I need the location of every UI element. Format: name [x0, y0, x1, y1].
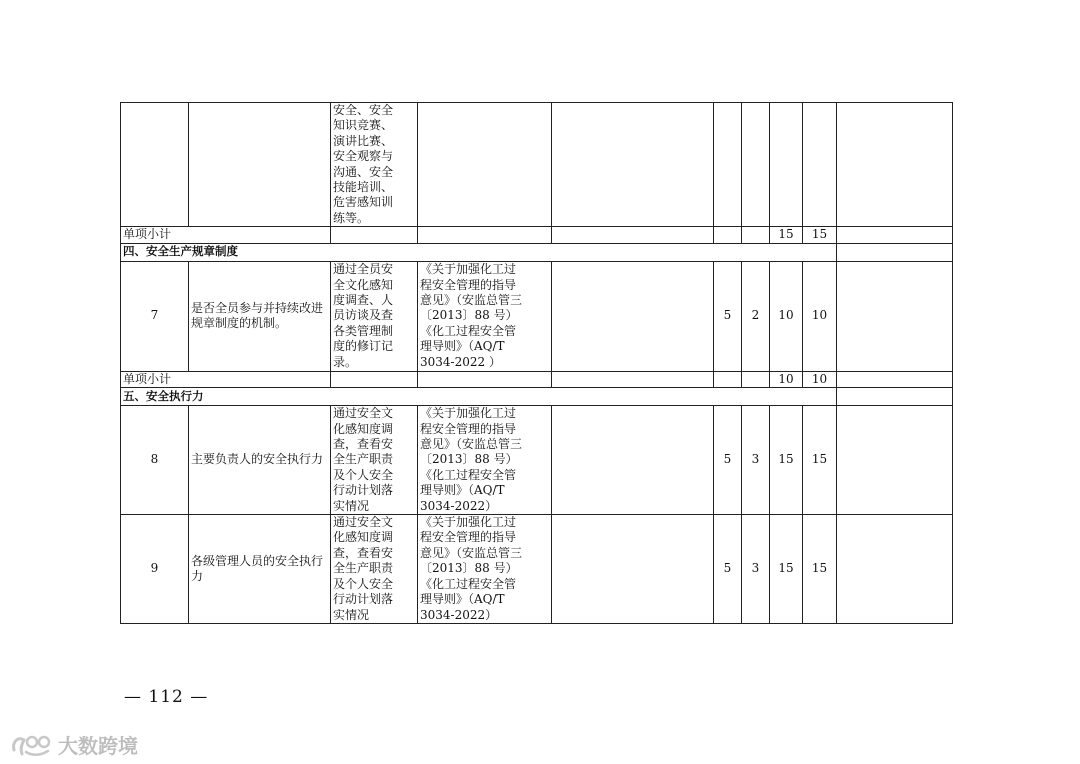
- table-row: [121, 515, 953, 624]
- table-cell: [418, 371, 552, 387]
- table-cell: [742, 227, 770, 243]
- basis-cell: 《关于加强化工过 程安全管理的指导 意见》（安监总管三 〔2013〕88 号） 《化工过程安全管 理导则》（AQ/T 3034-2022 ）: [418, 261, 552, 371]
- score-cell: 10: [803, 261, 837, 371]
- basis-cell: 《关于加强化工过 程安全管理的指导 意见》（安监总管三 〔2013〕88 号） 《化工过程安全管 理导则》（AQ/T 3034-2022）: [418, 406, 552, 515]
- table-cell: [331, 227, 418, 243]
- table-cell: [837, 371, 953, 387]
- table-cell: [837, 227, 953, 243]
- table-cell: [121, 103, 189, 227]
- table-cell: [552, 515, 714, 624]
- score-cell: 15: [803, 406, 837, 515]
- table-cell: [552, 371, 714, 387]
- table-cell: [837, 103, 953, 227]
- section-title: 五、安全执行力: [121, 388, 837, 406]
- basis-cell: 《关于加强化工过 程安全管理的指导 意见》（安监总管三 〔2013〕88 号） 《化工过程安全管 理导则》（AQ/T 3034-2022）: [418, 515, 552, 624]
- subtotal-row: [121, 371, 953, 387]
- method-cell: 安全、安全 知识竞赛、 演讲比赛、 安全观察与 沟通、安全 技能培训、 危害感知训 练等。: [331, 103, 418, 227]
- score-cell: 15: [770, 406, 803, 515]
- table-row: [121, 103, 953, 227]
- row-number: 8: [121, 406, 189, 515]
- table-cell: [837, 243, 953, 261]
- score-cell: 5: [714, 515, 742, 624]
- table-cell: [770, 103, 803, 227]
- table-row: [121, 406, 953, 515]
- table-cell: [331, 371, 418, 387]
- subtotal-value: 10: [770, 371, 803, 387]
- evaluation-table: [120, 102, 953, 624]
- table-cell: [837, 515, 953, 624]
- table-cell: [552, 227, 714, 243]
- subtotal-value: 15: [770, 227, 803, 243]
- table-cell: [714, 103, 742, 227]
- watermark-logo-icon: [10, 732, 54, 758]
- method-cell: 通过安全文 化感知度调 查，查看安 全生产职责 及个人安全 行动计划落 实情况: [331, 515, 418, 624]
- subtotal-value: 10: [803, 371, 837, 387]
- item-cell: 是否全员参与并持续改进规章制度的机制。: [189, 261, 331, 371]
- score-cell: 5: [714, 406, 742, 515]
- method-cell: 通过安全文 化感知度调 查，查看安 全生产职责 及个人安全 行动计划落 实情况: [331, 406, 418, 515]
- score-cell: 15: [803, 515, 837, 624]
- score-cell: 3: [742, 406, 770, 515]
- table-cell: [837, 406, 953, 515]
- page-number: — 112 —: [124, 687, 209, 707]
- subtotal-label: 单项小计: [121, 371, 331, 387]
- item-cell: 各级管理人员的安全执行力: [189, 515, 331, 624]
- table-cell: [552, 261, 714, 371]
- method-cell: 通过全员安 全文化感知 度调查、人 员访谈及查 各类管理制 度的修订记 录。: [331, 261, 418, 371]
- score-cell: 10: [770, 261, 803, 371]
- score-cell: 5: [714, 261, 742, 371]
- table-cell: [714, 227, 742, 243]
- table-cell: [189, 103, 331, 227]
- table-cell: [742, 103, 770, 227]
- table-cell: [837, 388, 953, 406]
- table-cell: [803, 103, 837, 227]
- score-cell: 2: [742, 261, 770, 371]
- subtotal-value: 15: [803, 227, 837, 243]
- section-title: 四、安全生产规章制度: [121, 243, 837, 261]
- table-cell: [837, 261, 953, 371]
- table-cell: [418, 227, 552, 243]
- score-cell: 15: [770, 515, 803, 624]
- subtotal-row: [121, 227, 953, 243]
- score-cell: 3: [742, 515, 770, 624]
- table-cell: [418, 103, 552, 227]
- row-number: 7: [121, 261, 189, 371]
- table-cell: [742, 371, 770, 387]
- table-cell: [714, 371, 742, 387]
- subtotal-label: 单项小计: [121, 227, 331, 243]
- section-row: [121, 243, 953, 261]
- table-cell: [552, 103, 714, 227]
- item-cell: 主要负责人的安全执行力: [189, 406, 331, 515]
- table-row: [121, 261, 953, 371]
- row-number: 9: [121, 515, 189, 624]
- watermark: [10, 730, 138, 759]
- watermark-text: 大数跨境: [58, 734, 138, 758]
- table-cell: [552, 406, 714, 515]
- section-row: [121, 388, 953, 406]
